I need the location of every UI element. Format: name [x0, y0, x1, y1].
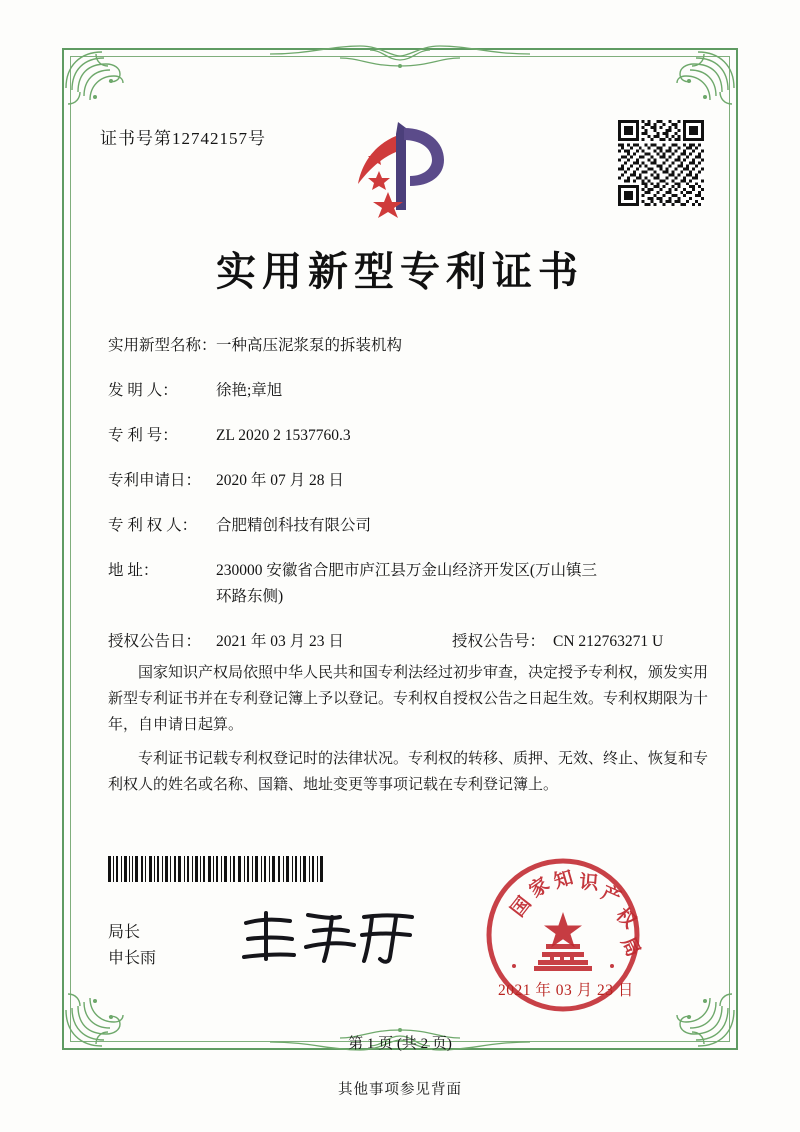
legal-paragraph-1: 国家知识产权局依照中华人民共和国专利法经过初步审查，决定授予专利权，颁发实用新型专利证书并在专利登记簿上予以登记。专利权自授权公告之日起生效。专利权期限为十年，自申请日起算。: [108, 665, 709, 733]
svg-text:家: 家: [525, 873, 554, 903]
qr-code: [618, 120, 704, 206]
field-value-announcement-number: CN 212763271 U: [553, 633, 664, 650]
field-row-utility-model-name: [108, 336, 708, 356]
legal-text: [108, 660, 708, 806]
certificate-number: 证书号第12742157号: [100, 129, 266, 148]
svg-text:权: 权: [611, 904, 640, 933]
signature-block: [108, 920, 156, 972]
field-value-address-line2: 环路东侧): [216, 588, 284, 605]
field-value-address-line1: 230000 安徽省合肥市庐江县万金山经济开发区(万山镇三: [216, 562, 598, 579]
signature-title: 局长: [108, 924, 141, 941]
field-value-application-date: 2020 年 07 月 28 日: [216, 472, 344, 489]
field-row-address: [108, 561, 708, 607]
signature-name: 申长雨: [108, 950, 157, 967]
field-value-announcement-date: 2021 年 03 月 23 日: [216, 633, 344, 650]
page-number: 第 1 页 (共 2 页): [348, 1036, 452, 1052]
field-row-application-date: [108, 471, 708, 491]
handwritten-signature: [236, 905, 426, 969]
svg-text:知: 知: [551, 867, 576, 893]
field-value-patent-number: ZL 2020 2 1537760.3: [216, 427, 351, 444]
field-value-utility-model-name: 一种高压泥浆泵的拆装机构: [216, 337, 403, 354]
seal-date: 2021 年 03 月 23 日: [498, 982, 634, 999]
page-title: 实用新型专利证书: [216, 249, 584, 294]
svg-text:局: 局: [616, 933, 642, 961]
cnipa-logo-icon: [352, 118, 456, 218]
field-row-inventor: [108, 381, 708, 401]
field-value-address: [216, 561, 708, 607]
svg-text:识: 识: [578, 872, 600, 895]
field-label-address: 地 址：: [108, 562, 159, 579]
field-label-patent-number: 专 利 号：: [108, 427, 178, 444]
field-label-inventor: 发 明 人：: [108, 382, 178, 399]
field-label-application-date: 专利申请日：: [108, 472, 202, 489]
field-row-announcement: [108, 632, 708, 652]
field-value-inventor: 徐艳;章旭: [216, 382, 283, 399]
barcode: [108, 856, 324, 882]
field-value-patentee: 合肥精创科技有限公司: [216, 517, 372, 534]
field-row-patent-number: [108, 426, 708, 446]
field-label-patentee: 专 利 权 人：: [108, 517, 198, 534]
field-label-announcement-number: 授权公告号：: [452, 633, 546, 650]
border-ornament-top-center: [270, 44, 530, 80]
field-label-announcement-date: 授权公告日：: [108, 633, 202, 650]
footnote: 其他事项参见背面: [338, 1082, 462, 1098]
field-label-utility-model-name: 实用新型名称：: [108, 337, 217, 354]
certificate-fields: [108, 336, 708, 677]
field-row-patentee: [108, 516, 708, 536]
svg-text:产: 产: [597, 882, 624, 910]
legal-paragraph-2: 专利证书记载专利权登记时的法律状况。专利权的转移、质押、无效、终止、恢复和专利权人的姓名或名称、国籍、地址变更等事项记载在专利登记簿上。: [108, 751, 709, 793]
svg-text:国: 国: [507, 893, 536, 922]
